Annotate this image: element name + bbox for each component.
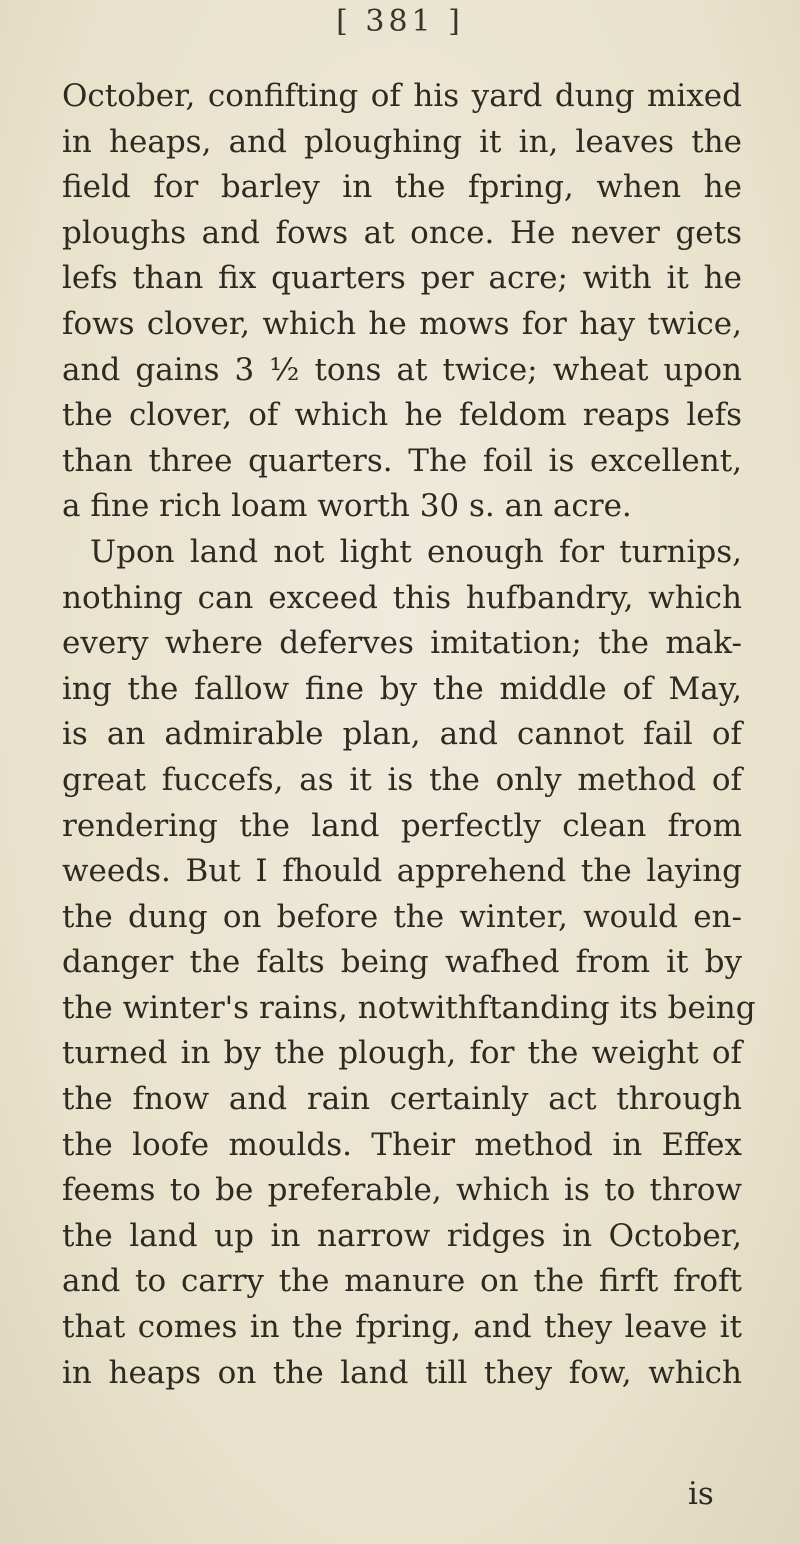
text-line: danger the falts being wafhed from it by (62, 944, 742, 981)
text-line: nothing can exceed this hufbandry, which (62, 579, 742, 616)
text-line: field for barley in the fpring, when he (62, 169, 742, 206)
text-line: turned in by the plough, for the weight of (62, 1035, 742, 1072)
text-line: ing the fallow fine by the middle of May, (62, 670, 742, 707)
text-line: the land up in narrow ridges in October, (62, 1217, 742, 1254)
text-line: and gains 3 ½ tons at twice; wheat upon (62, 351, 742, 388)
text-line: in heaps, and ploughing it in, leaves the (62, 123, 742, 160)
catchword: is (688, 1476, 714, 1512)
text-line: feems to be preferable, which is to throw (62, 1172, 742, 1209)
text-line: that comes in the fpring, and they leave it (62, 1309, 742, 1346)
text-line: is an admirable plan, and cannot fail of (62, 716, 742, 753)
text-line: the winter's rains, notwithftanding its being (62, 989, 756, 1026)
text-line: October, confifting of his yard dung mixed (62, 78, 742, 114)
text-line: a fine rich loam worth 30 s. an acre. (62, 488, 632, 525)
text-line: than three quarters. The foil is excellent, (62, 442, 742, 479)
text-line: ploughs and fows at once. He never gets (62, 214, 742, 251)
page-number: [ 381 ] (336, 4, 464, 39)
text-line: weeds. But I fhould apprehend the laying (62, 853, 742, 890)
text-line: the dung on before the winter, would en- (62, 898, 742, 935)
text-line: the fnow and rain certainly act through (62, 1081, 742, 1118)
text-line: the clover, of which he feldom reaps lefs (62, 397, 742, 434)
text-line: every where deferves imitation; the mak- (62, 625, 742, 662)
text-line: rendering the land perfectly clean from (62, 807, 742, 844)
text-line: Upon land not light enough for turnips, (90, 533, 742, 570)
text-line: lefs than fix quarters per acre; with it he (62, 260, 742, 297)
text-line: fows clover, which he mows for hay twice, (62, 305, 742, 342)
text-line: in heaps on the land till they fow, which (62, 1354, 742, 1391)
text-line: the loofe moulds. Their method in Effex (62, 1126, 742, 1163)
text-line: great fuccefs, as it is the only method of (62, 761, 742, 798)
text-line: and to carry the manure on the firft froft (62, 1263, 742, 1300)
body-text (62, 74, 756, 1396)
